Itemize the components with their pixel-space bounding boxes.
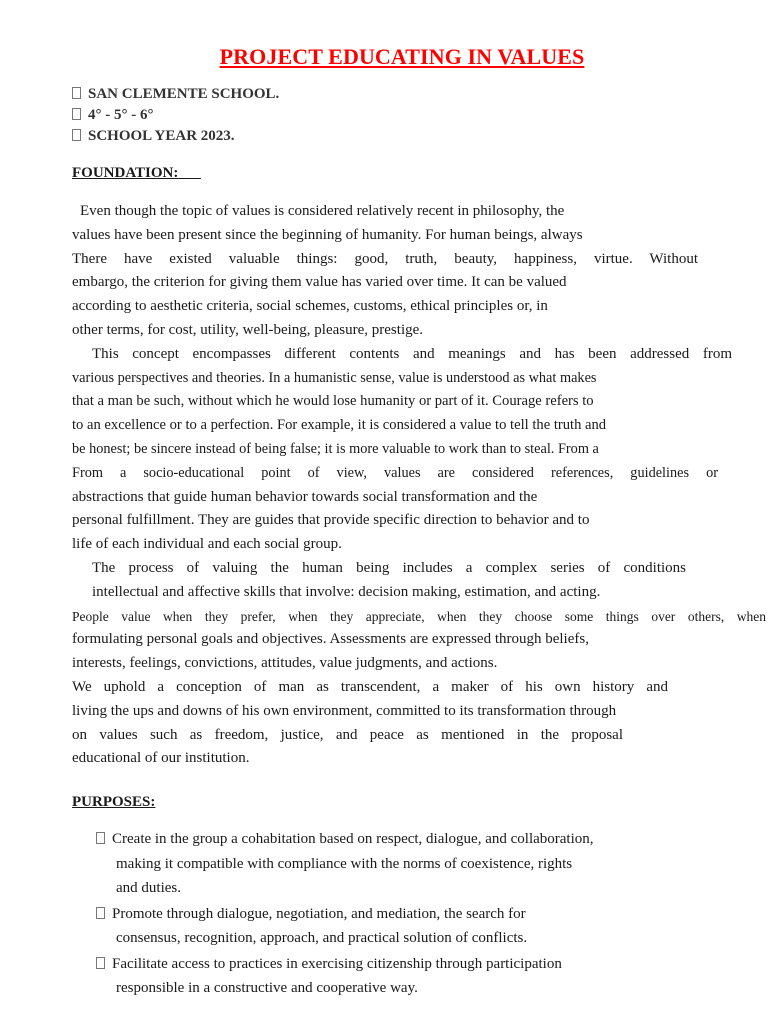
bullet-box-icon	[96, 832, 105, 844]
text-line: life of each individual and each social group.	[72, 536, 342, 553]
list-item	[96, 902, 594, 951]
list-item	[96, 827, 594, 901]
text-line: various perspectives and theories. In a humanistic sense, value is understood as what makes	[72, 369, 597, 386]
text-line: according to aesthetic criteria, social schemes, customs, ethical principles or, in	[72, 298, 548, 315]
school-name-row	[72, 84, 279, 105]
text-line: that a man be such, without which he would lose humanity or part of it. Courage refers to	[72, 393, 594, 410]
school-name: SAN CLEMENTE SCHOOL.	[88, 86, 280, 102]
bullet-box-icon	[96, 957, 105, 969]
text-line: This concept encompasses different contents and meanings and has been addressed from	[92, 345, 732, 362]
purpose-text: Facilitate access to practices in exercising citizenship through participation	[112, 955, 562, 972]
text-line: From a socio-educational point of view, values are considered references, guidelines or	[72, 464, 718, 481]
purpose-continuation: and duties.	[116, 880, 181, 896]
page-title	[0, 44, 768, 70]
title-main: PROJECT EDUCATING IN VALUE	[219, 44, 573, 69]
text-line: on values such as freedom, justice, and peace as mentioned in the proposal	[72, 726, 623, 743]
school-info	[72, 84, 279, 147]
text-line: other terms, for cost, utility, well-being, pleasure, prestige.	[72, 321, 424, 338]
text-line: There have existed valuable things: good, truth, beauty, happiness, virtue. Without	[72, 250, 698, 267]
bullet-box-icon	[72, 108, 81, 120]
bullet-box-icon	[96, 907, 105, 919]
text-line: to an excellence or to a perfection. For example, it is considered a value to tell the truth and	[72, 417, 607, 434]
school-year: SCHOOL YEAR 2023.	[88, 128, 235, 144]
purpose-text: Create in the group a cohabitation based on respect, dialogue, and collaboration,	[112, 831, 594, 847]
text-line: We uphold a conception of man as transcendent, a maker of his own history and	[72, 678, 668, 695]
text-line: abstractions that guide human behavior towards social transformation and the	[72, 488, 538, 505]
foundation-heading	[72, 165, 201, 182]
text-line: educational of our institution.	[72, 750, 250, 767]
foundation-text	[72, 200, 766, 771]
bullet-box-icon	[72, 87, 81, 99]
grades: 4° - 5° - 6°	[88, 107, 154, 123]
foundation-heading-text: FOUNDATION:	[72, 165, 179, 181]
school-year-row	[72, 126, 279, 147]
text-line: living the ups and downs of his own environment, committed to its transformation through	[72, 702, 617, 719]
bullet-box-icon	[72, 129, 81, 141]
text-line: Even though the topic of values is considered relatively recent in philosophy, the	[80, 203, 565, 219]
text-line: formulating personal goals and objectives. Assessments are expressed through beliefs,	[72, 631, 589, 648]
text-line: intellectual and affective skills that involve: decision making, estimation, and acting.	[92, 583, 601, 600]
list-item	[96, 952, 594, 1001]
purpose-continuation: responsible in a constructive and cooperative way.	[116, 980, 418, 996]
purpose-continuation: making it compatible with compliance with the norms of coexistence, rights	[116, 855, 573, 872]
purposes-list	[96, 827, 594, 1002]
title-tail: S	[572, 44, 585, 69]
purposes-heading	[72, 794, 155, 811]
text-line: be honest; be sincere instead of being false; it is more valuable to work than to steal. From a	[72, 440, 599, 457]
text-line: People value when they prefer, when they appreciate, when they choose some things over others, when	[72, 608, 766, 624]
text-line: personal fulfillment. They are guides that provide specific direction to behavior and to	[72, 512, 590, 529]
purpose-continuation: consensus, recognition, approach, and practical solution of conflicts.	[116, 930, 528, 946]
text-line: embargo, the criterion for giving them value has varied over time. It can be valued	[72, 274, 567, 291]
text-line: values have been present since the beginning of humanity. For human beings, always	[72, 226, 583, 243]
text-line: interests, feelings, convictions, attitudes, value judgments, and actions.	[72, 655, 498, 672]
purpose-text: Promote through dialogue, negotiation, and mediation, the search for	[112, 905, 526, 922]
purposes-heading-text: PURPOSES:	[72, 794, 156, 810]
grades-row	[72, 105, 279, 126]
text-line: The process of valuing the human being includes a complex series of conditions	[92, 559, 686, 576]
